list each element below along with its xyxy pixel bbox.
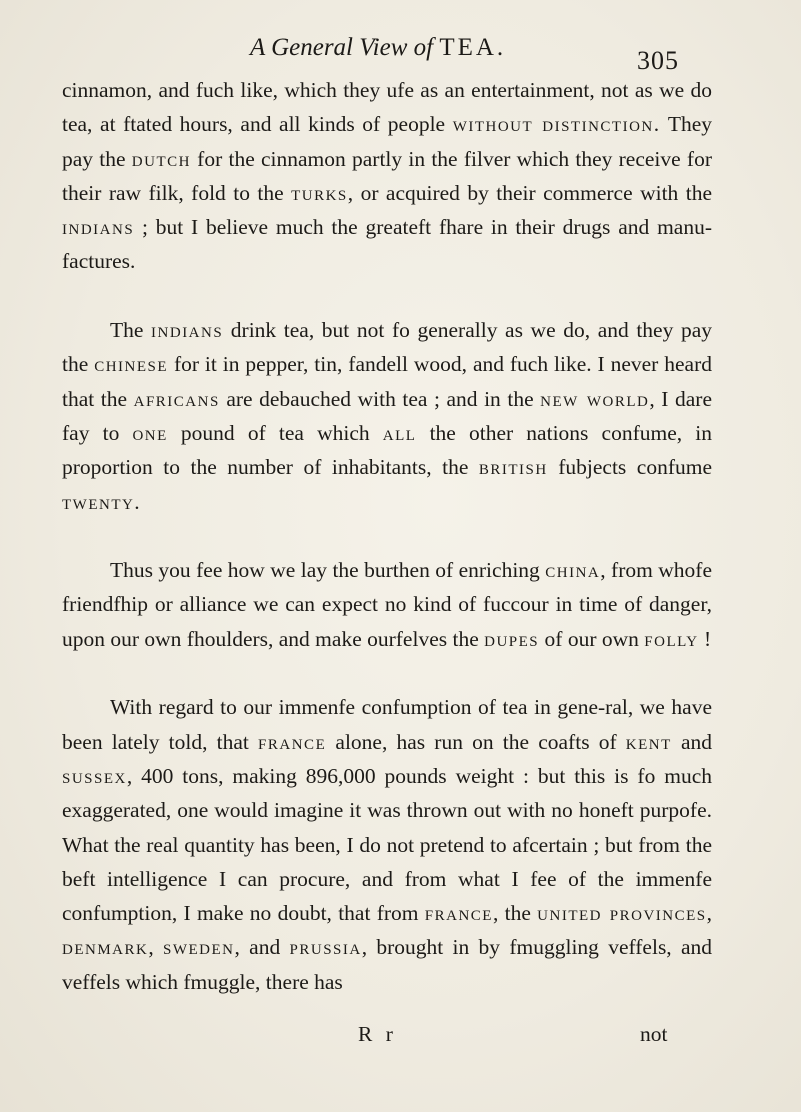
small-caps-text: one [132,420,168,445]
text-run: the other nations confume, in proportion to the number of inhabitants, the [62,420,712,480]
small-caps-text: united provinces [537,901,707,926]
text-run: Thus you fee how we lay the burthen of enriching [110,558,546,583]
text-run: ! [698,626,712,651]
small-caps-text: france [258,729,327,754]
running-title [250,34,506,62]
text-run: They pay the [62,112,713,171]
text-run: , I dare fay to [62,386,712,445]
small-caps-text: chinese [94,352,169,377]
small-caps-text: france [424,901,493,926]
text-run: With regard to our immenfe confumption of tea in gene-ral, we have been lately told, that [62,695,712,754]
page-footer [0,1022,801,1056]
small-caps-text: twenty. [62,489,142,514]
paragraph [62,313,712,519]
text-run: for the cinnamon partly in the filver which they receive for their raw filk, fold to the [62,146,713,205]
text-run: , 400 tons, making 896,000 pounds weight : but this is fo much exaggerated, one would imagine it was thrown out with no honeft purpofe. What the real quantity has been, I do not pretend to afcertain ; but from the beft intelligence I can procure, and from what I fee of the immenfe confumption, I make no doubt, that from [62,763,712,926]
small-caps-text: indians [62,215,135,240]
small-caps-text: indians [151,318,224,343]
body-text [62,73,712,1033]
text-run: are debauched with tea ; and in the [219,386,541,411]
text-run: , from whofe friendfhip or alliance we can expect no kind of fuccour in time of danger, upon our own fhoulders, and make ourfelves the [62,558,712,651]
small-caps-text: folly [644,626,699,651]
small-caps-text: china [545,558,601,583]
text-run: of our own [539,626,645,651]
running-title-italic: A General View of [250,34,434,61]
text-run: fubjects confume [547,455,713,480]
text-run: alone, has run on the coafts of [326,729,626,754]
text-run: drink tea, but not fo generally as we do, and they pay the [62,318,712,377]
paragraph [62,553,712,656]
small-caps-text: dutch [131,146,191,171]
small-caps-text: sussex [62,763,127,788]
paragraph [62,690,712,999]
paragraph [62,73,712,279]
small-caps-text: new world [540,386,650,411]
small-caps-text: dupes [484,626,540,651]
small-caps-text: sweden [163,935,235,960]
small-caps-text: prussia [289,935,362,960]
small-caps-text: british [478,455,548,480]
text-run: , or acquired by their commerce with the [347,180,712,205]
catchword: not [640,1022,668,1046]
small-caps-text: kent [625,729,672,754]
running-title-caps: TEA. [439,34,507,61]
text-run: for it in pepper, tin, fandell wood, and fuch like. I never heard that the [62,352,712,411]
text-run: The [110,318,152,343]
small-caps-text: all [382,420,417,445]
small-caps-text: denmark [62,935,149,960]
text-run: , [148,935,164,960]
text-run: , the [492,901,538,926]
signature-mark: R r [358,1022,397,1046]
text-run: ; but I believe much the greateft fhare in their drugs and manu-factures. [62,215,712,274]
text-run: , [706,901,712,926]
text-run: cinnamon, and fuch like, which they ufe as an entertainment, not as we do tea, at ftated hours, and all kinds of people [62,78,712,137]
small-caps-text: africans [133,386,220,411]
page-number: 305 [637,46,679,75]
small-caps-text: without distinction. [452,112,661,137]
text-run: pound of tea which [167,420,383,445]
text-run: and [671,729,713,754]
small-caps-text: turks [291,180,348,205]
text-run: , and [234,935,290,960]
text-run: , brought in by fmuggling veffels, and veffels which fmuggle, there has [62,935,713,994]
